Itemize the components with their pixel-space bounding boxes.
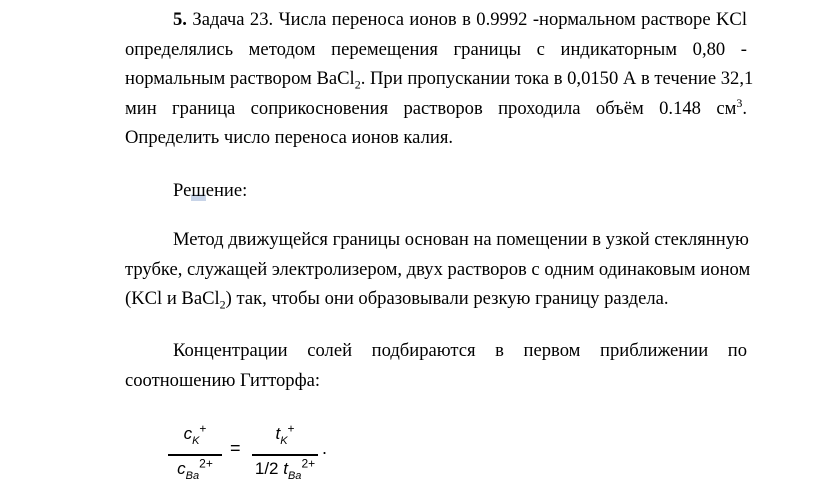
task-line-1: 5. Задача 23. Числа переноса ионов в 0.9992 -нормальном растворе KCl	[173, 9, 747, 30]
concentration-line-2: соотношению Гитторфа:	[125, 369, 321, 391]
concentration-line-1: Концентрации солей подбираются в первом приближении по	[173, 340, 747, 361]
task-line-4: мин граница соприкосновения растворов проходила объём 0.148 $см^3$.	[125, 95, 747, 119]
task-line-5: Определить число переноса ионов калия.	[125, 127, 454, 148]
method-line-1: Метод движущейся границы основан на помещении в узкой стеклянную	[173, 229, 749, 250]
left-denominator: $c_{Ba}^{2+}$	[177, 455, 213, 482]
right-numerator: $t_K^+$	[275, 421, 295, 447]
left-numerator: $c_K^+$	[183, 421, 207, 447]
task-line-3: нормальным раствором BaCl$_2$. При пропускании тока в 0,0150 А в течение 32,1	[125, 68, 754, 92]
right-fraction	[252, 421, 318, 486]
formula-period: .	[322, 438, 328, 458]
concentration-paragraph	[125, 336, 747, 395]
left-fraction-bar	[168, 454, 222, 456]
highlighted-letter: ш	[191, 180, 206, 201]
right-denominator: 1/2 $t_{Ba}^{2+}$	[254, 455, 316, 482]
solution-heading: Решение:	[173, 180, 248, 201]
equals-sign: =	[230, 438, 241, 458]
method-paragraph	[125, 225, 751, 314]
task-paragraph	[125, 5, 754, 153]
method-line-3: (KCl и BaCl$_2$) так, чтобы они образовывали резкую границу раздела.	[125, 288, 669, 312]
method-line-2: трубке, служащей электролизером, двух растворов с одним одинаковым ионом	[125, 258, 751, 280]
task-line-2: определялись методом перемещения границы с индикаторным 0,80 -	[125, 38, 747, 60]
hittorf-formula	[168, 418, 348, 488]
left-fraction	[168, 421, 222, 486]
task-number: 5.	[173, 9, 187, 30]
